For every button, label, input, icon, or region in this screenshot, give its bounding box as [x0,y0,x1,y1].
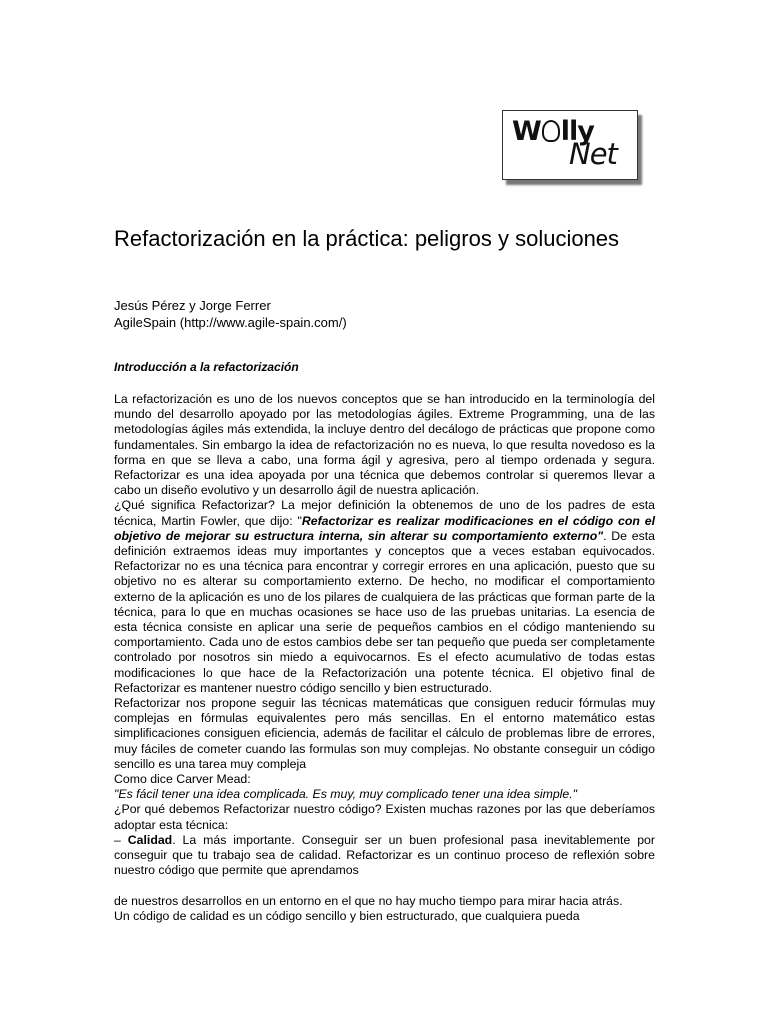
fowler-definition: Refactorizar es realizar modificaciones en el código con el objetivo de mejorar su estructura interna, sin alterar su comportamiento externo" [114,513,655,543]
list-item-calidad: – Calidad. La más importante. Conseguir ser un buen profesional pasa inevitablemente por conseguir que tu trabajo sea de calidad. Refactorizar es un continuo proceso de reflexión sobre nuestro código que permite que aprendamos [114,832,655,878]
lightbulb-icon [542,120,560,142]
paragraph-5: ¿Por qué debemos Refactorizar nuestro código? Existen muchas razones por las que deberíamos adoptar esta técnica: [114,802,655,832]
authors-block [114,298,347,331]
authors-affiliation: AgileSpain (http://www.agile-spain.com/) [114,314,347,330]
continuation-line-1: de nuestros desarrollos en un entorno en el que no hay mucho tiempo para mirar hacia atrás. [114,893,623,908]
carver-mead-quote: "Es fácil tener una idea complicada. Es muy, muy complicado tener una idea simple." [114,787,578,802]
wally-net-logo [502,110,638,180]
authors-names: Jesús Pérez y Jorge Ferrer [114,298,271,313]
logo-top-text: W lly [512,116,594,147]
continuation-line-2: Un código de calidad es un código sencillo y bien estructurado, que cualquiera pueda [114,908,580,923]
paragraph-1: La refactorización es uno de los nuevos conceptos que se han introducido en la terminología del mundo del desarrollo apoyado por las metodologías ágiles. Extreme Programming, una de las metodologías ágiles más extendida, la incluye dentro del decálogo de prácticas que propone como fundamentales. Sin embargo la idea de refactorización no es nueva, lo que resulta novedoso es la forma en que se lleva a cabo, una forma ágil y agresiva, pero al tiempo ordenada y segura. Refactorizar es una idea apoyada por una técnica que debemos controlar si queremos llevar a cabo un diseño evolutivo y un desarrollo ágil de nuestra aplicación. [114,392,655,498]
paragraph-4: Como dice Carver Mead: [114,772,251,787]
paragraph-2: ¿Qué significa Refactorizar? La mejor definición la obtenemos de uno de los padres de esta técnica, Martin Fowler, que dijo: "Refactorizar es realizar modificaciones en el código con el objetivo de mejorar su estructura interna, sin alterar su comportamiento externo". De esta definición extraemos ideas muy importantes y conceptos que a veces estaban equivocados. Refactorizar no es una técnica para encontrar y corregir errores en una aplicación, puesto que su objetivo no es alterar su comportamiento externo. De hecho, no modificar el comportamiento externo de la aplicación es uno de los pilares de cualquiera de las prácticas que forman parte de la técnica, para lo que en muchas ocasiones se hace uso de las pruebas unitarias. La esencia de esta técnica consiste en aplicar una serie de pequeños cambios en el código manteniendo su comportamiento. Cada uno de estos cambios debe ser tan pequeño que pueda ser completamente controlado por nosotros sin miedo a equivocarnos. Es el efecto acumulativo de todas estas modificaciones lo que hace de la Refactorización una potente técnica. El objetivo final de Refactorizar es mantener nuestro código sencillo y bien estructurado. [114,498,655,695]
logo-bottom-text: Net [569,137,617,171]
document-body [114,392,655,924]
section-heading: Introducción a la refactorización [114,360,299,374]
document-title: Refactorización en la práctica: peligros y soluciones [114,226,620,251]
paragraph-3: Refactorizar nos propone seguir las técnicas matemáticas que consiguen reducir fórmulas muy complejas en fórmulas equivalentes pero más sencillas. En el entorno matemático estas simplificaciones consiguen eficiencia, además de facilitar el cálculo de problemas libre de errores, muy fáciles de cometer cuando las formulas son muy complejas. No obstante conseguir un código sencillo es una tarea muy compleja [114,696,655,771]
